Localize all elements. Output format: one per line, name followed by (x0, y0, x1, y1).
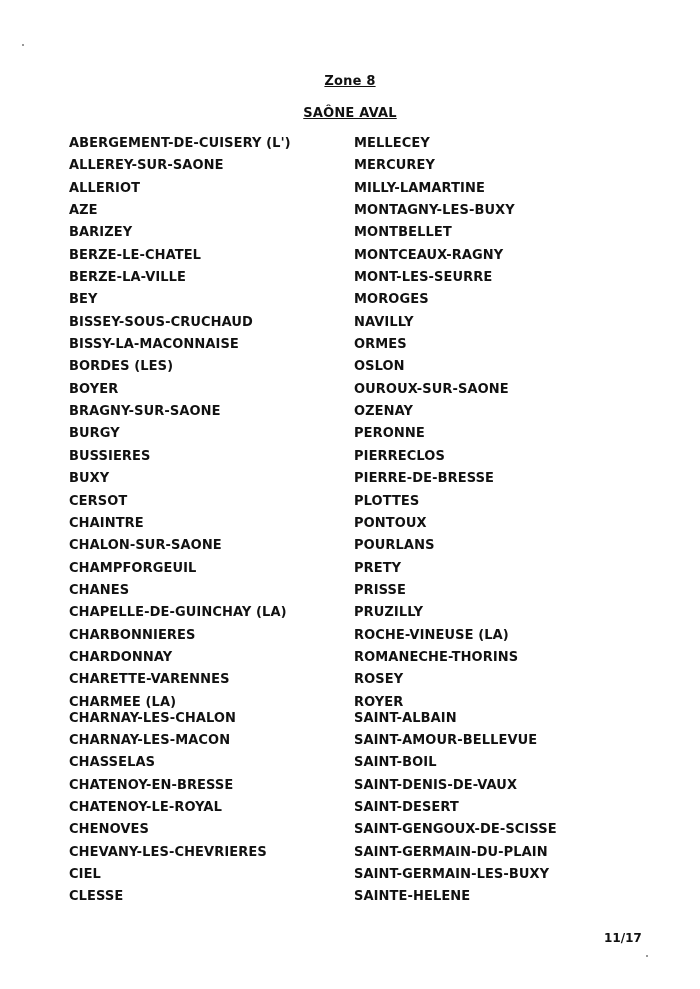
commune-item: BERZE-LA-VILLE (69, 270, 187, 286)
commune-item: CIEL (69, 867, 101, 882)
commune-item: MILLY-LAMARTINE (354, 180, 485, 196)
commune-item: BEY (69, 292, 98, 308)
commune-list-right (354, 135, 557, 911)
commune-item: MONTBELLET (354, 225, 452, 241)
commune-item: ROMANECHE-THORINS (354, 649, 519, 665)
commune-item: ABERGEMENT-DE-CUISERY (L') (69, 136, 291, 151)
commune-item: BUXY (69, 471, 110, 487)
commune-item: CHALON-SUR-SAONE (69, 538, 222, 554)
commune-item: ROSEY (354, 672, 404, 688)
commune-item: MERCUREY (354, 158, 436, 174)
commune-item: BURGY (69, 426, 120, 442)
commune-item: CLESSE (69, 889, 124, 905)
commune-item: CHARNAY-LES-MACON (69, 732, 231, 748)
commune-item: BUSSIERES (69, 448, 151, 464)
commune-item: NAVILLY (354, 314, 414, 330)
commune-item: MONT-LES-SEURRE (354, 270, 493, 286)
commune-item: SAINT-GENGOUX-DE-SCISSE (354, 822, 557, 838)
commune-item: MONTAGNY-LES-BUXY (354, 203, 515, 219)
commune-item: SAINT-ALBAIN (354, 710, 457, 726)
commune-item: CHAINTRE (69, 515, 144, 531)
commune-list-left (69, 135, 291, 911)
region-title: SAÔNE AVAL (303, 106, 397, 121)
commune-item: ROCHE-VINEUSE (LA) (354, 627, 509, 643)
zone-title: Zone 8 (324, 74, 376, 89)
commune-item: CHANES (69, 582, 130, 598)
commune-item: PIERRECLOS (354, 448, 445, 464)
commune-item: POURLANS (354, 538, 435, 554)
commune-item: PRETY (354, 560, 402, 576)
commune-item: CHASSELAS (69, 755, 156, 771)
commune-item: PRISSE (354, 582, 406, 598)
commune-item: SAINT-DESERT (354, 799, 459, 815)
commune-item: CHAMPFORGEUIL (69, 560, 197, 576)
commune-item: BOYER (69, 381, 119, 397)
commune-item: CERSOT (69, 493, 128, 509)
commune-item: OZENAY (354, 404, 414, 420)
commune-item: CHATENOY-LE-ROYAL (69, 799, 222, 815)
commune-item: SAINT-BOIL (354, 755, 437, 771)
commune-item: BISSY-LA-MACONNAISE (69, 337, 239, 353)
commune-item: BARIZEY (69, 225, 133, 241)
commune-item: CHARDONNAY (69, 649, 173, 665)
commune-item: CHEVANY-LES-CHEVRIERES (69, 844, 267, 860)
commune-item: AZE (69, 203, 98, 219)
commune-item: SAINT-GERMAIN-LES-BUXY (354, 867, 550, 882)
commune-item: ROYER (354, 694, 404, 710)
commune-item: MELLECEY (354, 136, 430, 151)
commune-item: CHARNAY-LES-CHALON (69, 710, 237, 726)
commune-item: BISSEY-SOUS-CRUCHAUD (69, 314, 253, 330)
commune-item: MONTCEAUX-RAGNY (354, 247, 504, 263)
commune-item: MOROGES (354, 292, 429, 308)
commune-item: PRUZILLY (354, 605, 424, 621)
commune-item: ORMES (354, 337, 407, 353)
commune-item: SAINT-DENIS-DE-VAUX (354, 777, 518, 793)
commune-item: BERZE-LE-CHATEL (69, 247, 202, 263)
commune-item: PERONNE (354, 426, 425, 442)
commune-item: OSLON (354, 359, 405, 375)
commune-item: PONTOUX (354, 515, 427, 531)
commune-item: SAINT-AMOUR-BELLEVUE (354, 732, 538, 748)
commune-item: SAINTE-HELENE (354, 889, 471, 905)
commune-item: CHARETTE-VARENNES (69, 672, 230, 688)
commune-item: SAINT-GERMAIN-DU-PLAIN (354, 844, 548, 860)
commune-item: CHARMEE (LA) (69, 694, 177, 710)
commune-item: PIERRE-DE-BRESSE (354, 471, 495, 487)
commune-item: OUROUX-SUR-SAONE (354, 381, 509, 397)
commune-item: ALLEREY-SUR-SAONE (69, 158, 224, 174)
commune-item: ALLERIOT (69, 180, 141, 196)
commune-item: BRAGNY-SUR-SAONE (69, 404, 221, 420)
commune-item: CHARBONNIERES (69, 627, 196, 643)
commune-item: PLOTTES (354, 493, 420, 509)
commune-item: BORDES (LES) (69, 359, 174, 375)
commune-item: CHAPELLE-DE-GUINCHAY (LA) (69, 605, 287, 621)
scan-speck (646, 955, 648, 957)
commune-item: CHENOVES (69, 822, 149, 838)
page-number: 11/17 (604, 931, 642, 945)
scan-speck (22, 44, 24, 46)
commune-item: CHATENOY-EN-BRESSE (69, 777, 234, 793)
